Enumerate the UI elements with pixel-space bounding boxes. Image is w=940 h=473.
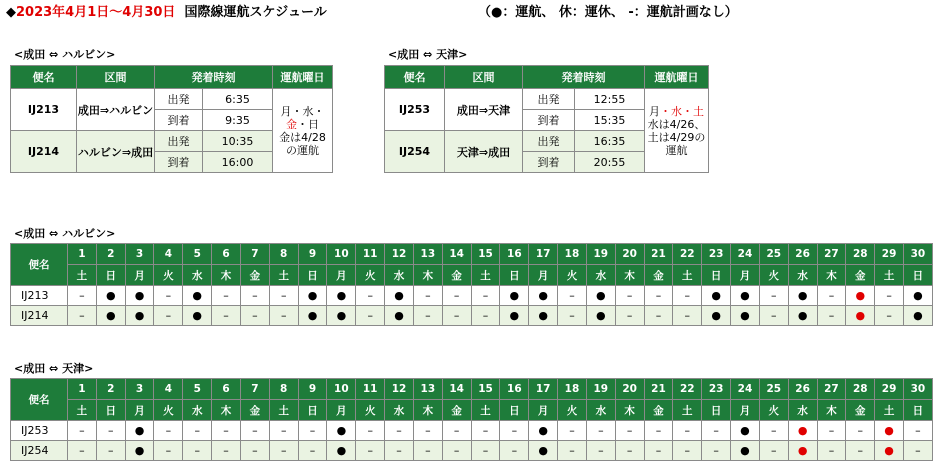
weekday: 木 [817, 265, 846, 286]
weekday: 火 [356, 400, 385, 421]
weekday: 金 [846, 265, 875, 286]
day-number: 1 [68, 244, 97, 265]
weekday: 金 [240, 400, 269, 421]
schedule-mark: ● [327, 421, 356, 441]
calendar-table-tianjin [10, 378, 933, 461]
weekday: 土 [269, 400, 298, 421]
schedule-mark: – [673, 286, 702, 306]
schedule-mark: – [298, 421, 327, 441]
weekday: 水 [586, 265, 615, 286]
day-number: 14 [442, 379, 471, 400]
day-number: 22 [673, 379, 702, 400]
day-number: 17 [529, 379, 558, 400]
day-number: 8 [269, 379, 298, 400]
schedule-mark: ● [846, 286, 875, 306]
day-number: 25 [759, 379, 788, 400]
schedule-mark: ● [183, 306, 212, 326]
schedule-mark: – [471, 306, 500, 326]
schedule-mark: – [356, 286, 385, 306]
schedule-mark: ● [731, 421, 760, 441]
weekday: 月 [529, 400, 558, 421]
col-flight: 便名 [385, 66, 445, 89]
schedule-mark: – [846, 441, 875, 461]
schedule-mark: – [240, 441, 269, 461]
day-number: 15 [471, 379, 500, 400]
weekday: 金 [644, 265, 673, 286]
weekday: 水 [385, 400, 414, 421]
day-number: 9 [298, 379, 327, 400]
weekday: 日 [500, 265, 529, 286]
day-number: 2 [96, 244, 125, 265]
schedule-mark: ● [327, 286, 356, 306]
day-number: 5 [183, 379, 212, 400]
weekday: 土 [471, 265, 500, 286]
weekday: 金 [442, 265, 471, 286]
col-days: 運航曜日 [273, 66, 333, 89]
day-number: 15 [471, 244, 500, 265]
schedule-mark: ● [125, 421, 154, 441]
schedule-mark: – [356, 441, 385, 461]
weekday: 土 [68, 265, 97, 286]
schedule-mark: ● [96, 306, 125, 326]
weekday: 金 [240, 265, 269, 286]
dep-label: 出発 [155, 89, 203, 110]
day-number: 12 [385, 379, 414, 400]
schedule-mark: – [240, 421, 269, 441]
schedule-mark: – [759, 421, 788, 441]
weekday: 日 [702, 400, 731, 421]
weekday: 木 [212, 265, 241, 286]
schedule-mark: – [558, 306, 587, 326]
schedule-mark: – [702, 421, 731, 441]
day-number: 26 [788, 379, 817, 400]
schedule-mark: – [471, 421, 500, 441]
day-number: 20 [615, 244, 644, 265]
schedule-mark: – [904, 441, 933, 461]
dep-time: 16:35 [575, 131, 645, 152]
schedule-mark: – [240, 306, 269, 326]
dep-time: 12:55 [575, 89, 645, 110]
schedule-mark: – [471, 286, 500, 306]
weekday: 火 [356, 265, 385, 286]
weekday: 日 [500, 400, 529, 421]
col-days: 運航曜日 [645, 66, 709, 89]
calendar-table-harbin [10, 243, 933, 326]
schedule-mark: ● [875, 441, 904, 461]
weekday: 日 [298, 400, 327, 421]
schedule-mark: – [500, 421, 529, 441]
arr-time: 20:55 [575, 152, 645, 173]
col-flight: 便名 [11, 244, 68, 286]
schedule-mark: ● [788, 441, 817, 461]
weekday: 日 [904, 265, 933, 286]
calendar-heading-harbin: <成田 ⇔ ハルビン> [14, 227, 116, 240]
schedule-mark: – [212, 306, 241, 326]
schedule-mark: ● [586, 286, 615, 306]
schedule-mark: – [817, 306, 846, 326]
dep-label: 出発 [155, 131, 203, 152]
day-number: 4 [154, 244, 183, 265]
schedule-mark: ● [500, 306, 529, 326]
schedule-mark: – [385, 441, 414, 461]
schedule-mark: ● [731, 286, 760, 306]
schedule-mark: – [269, 286, 298, 306]
operating-days: 月・水・金・日 金は4/28の運航 [273, 89, 333, 173]
day-number: 3 [125, 244, 154, 265]
schedule-mark: – [442, 441, 471, 461]
day-number: 29 [875, 379, 904, 400]
schedule-mark: – [413, 286, 442, 306]
day-number: 23 [702, 244, 731, 265]
weekday: 日 [96, 400, 125, 421]
day-number: 16 [500, 379, 529, 400]
schedule-mark: ● [731, 306, 760, 326]
schedule-mark: – [68, 286, 97, 306]
schedule-mark: – [615, 441, 644, 461]
flight-no: IJ214 [11, 306, 68, 326]
schedule-mark: – [154, 306, 183, 326]
schedule-mark: – [154, 441, 183, 461]
schedule-mark: – [154, 421, 183, 441]
schedule-mark: ● [327, 441, 356, 461]
day-number: 29 [875, 244, 904, 265]
route: 成田⇒ハルビン [77, 89, 155, 131]
schedule-mark: ● [327, 306, 356, 326]
schedule-mark: – [875, 286, 904, 306]
schedule-mark: – [558, 441, 587, 461]
flight-no: IJ213 [11, 89, 77, 131]
schedule-mark: – [644, 286, 673, 306]
flight-no: IJ254 [385, 131, 445, 173]
title-mark: ◆ [6, 5, 16, 20]
weekday: 土 [269, 265, 298, 286]
weekday: 木 [615, 400, 644, 421]
schedule-mark: – [586, 441, 615, 461]
schedule-mark: – [759, 286, 788, 306]
day-number: 30 [904, 379, 933, 400]
schedule-mark: – [615, 286, 644, 306]
day-number: 23 [702, 379, 731, 400]
schedule-mark: – [212, 441, 241, 461]
days-note: 水は4/26、土は4/29の運航 [647, 117, 706, 157]
schedule-mark: ● [529, 421, 558, 441]
schedule-mark: ● [298, 286, 327, 306]
weekday: 月 [731, 400, 760, 421]
schedule-mark: – [558, 286, 587, 306]
schedule-mark: – [212, 421, 241, 441]
schedule-mark: – [413, 306, 442, 326]
weekday: 火 [154, 265, 183, 286]
arr-label: 到着 [523, 152, 575, 173]
day-number: 24 [731, 379, 760, 400]
schedule-mark: – [96, 441, 125, 461]
weekday: 土 [68, 400, 97, 421]
day-number: 8 [269, 244, 298, 265]
schedule-mark: – [673, 306, 702, 326]
arr-label: 到着 [155, 152, 203, 173]
weekday: 水 [183, 400, 212, 421]
schedule-mark: ● [298, 306, 327, 326]
schedule-mark: ● [846, 306, 875, 326]
weekday: 土 [875, 400, 904, 421]
schedule-mark: ● [875, 421, 904, 441]
day-number: 30 [904, 244, 933, 265]
schedule-mark: – [904, 421, 933, 441]
flight-no: IJ213 [11, 286, 68, 306]
weekday: 水 [586, 400, 615, 421]
schedule-mark: – [702, 441, 731, 461]
flight-no: IJ254 [11, 441, 68, 461]
schedule-mark: – [644, 421, 673, 441]
schedule-mark: ● [788, 306, 817, 326]
day-number: 9 [298, 244, 327, 265]
day-number: 19 [586, 379, 615, 400]
day-number: 18 [558, 244, 587, 265]
dep-label: 出発 [523, 89, 575, 110]
day-number: 19 [586, 244, 615, 265]
schedule-mark: – [875, 306, 904, 326]
schedule-mark: ● [125, 286, 154, 306]
weekday: 月 [529, 265, 558, 286]
schedule-mark: ● [731, 441, 760, 461]
flight-no: IJ214 [11, 131, 77, 173]
day-number: 12 [385, 244, 414, 265]
day-number: 21 [644, 244, 673, 265]
weekday: 土 [673, 400, 702, 421]
dep-label: 出発 [523, 131, 575, 152]
schedule-mark: ● [125, 441, 154, 461]
day-number: 25 [759, 244, 788, 265]
col-times: 発着時刻 [523, 66, 645, 89]
schedule-mark: – [500, 441, 529, 461]
schedule-mark: ● [529, 286, 558, 306]
schedule-mark: – [644, 441, 673, 461]
day-number: 20 [615, 379, 644, 400]
col-route: 区間 [77, 66, 155, 89]
day-number: 3 [125, 379, 154, 400]
schedule-mark: – [269, 441, 298, 461]
day-number: 10 [327, 379, 356, 400]
day-number: 27 [817, 244, 846, 265]
arr-time: 15:35 [575, 110, 645, 131]
schedule-mark: ● [529, 441, 558, 461]
weekday: 日 [702, 265, 731, 286]
schedule-mark: – [442, 286, 471, 306]
weekday: 月 [327, 400, 356, 421]
schedule-mark: – [471, 441, 500, 461]
weekday: 金 [442, 400, 471, 421]
weekday: 土 [471, 400, 500, 421]
schedule-mark: – [442, 306, 471, 326]
weekday: 日 [96, 265, 125, 286]
weekday: 日 [298, 265, 327, 286]
schedule-mark: ● [96, 286, 125, 306]
schedule-mark: – [68, 441, 97, 461]
day-number: 11 [356, 379, 385, 400]
schedule-mark: – [356, 306, 385, 326]
day-number: 6 [212, 244, 241, 265]
day-number: 11 [356, 244, 385, 265]
weekday: 木 [413, 265, 442, 286]
schedule-mark: – [673, 441, 702, 461]
weekday: 日 [904, 400, 933, 421]
schedule-mark: ● [183, 286, 212, 306]
weekday: 火 [759, 265, 788, 286]
day-number: 18 [558, 379, 587, 400]
schedule-mark: ● [904, 306, 933, 326]
day-number: 28 [846, 379, 875, 400]
title-text: 国際線運航スケジュール [184, 5, 327, 20]
day-number: 17 [529, 244, 558, 265]
schedule-mark: – [817, 441, 846, 461]
schedule-mark: ● [788, 421, 817, 441]
dep-time: 10:35 [203, 131, 273, 152]
schedule-mark: – [846, 421, 875, 441]
col-route: 区間 [445, 66, 523, 89]
day-number: 4 [154, 379, 183, 400]
schedule-mark: – [183, 441, 212, 461]
schedule-mark: – [817, 421, 846, 441]
schedule-mark: – [413, 421, 442, 441]
day-number: 24 [731, 244, 760, 265]
day-number: 5 [183, 244, 212, 265]
schedule-mark: – [817, 286, 846, 306]
weekday: 水 [183, 265, 212, 286]
weekday: 水 [788, 265, 817, 286]
weekday: 土 [875, 265, 904, 286]
schedule-mark: – [586, 421, 615, 441]
weekday: 水 [385, 265, 414, 286]
route: 成田⇒天津 [445, 89, 523, 131]
schedule-mark: ● [702, 306, 731, 326]
weekday: 月 [327, 265, 356, 286]
schedule-mark: ● [702, 286, 731, 306]
weekday: 金 [644, 400, 673, 421]
schedule-mark: – [269, 306, 298, 326]
weekday: 火 [759, 400, 788, 421]
summary-table-tianjin [384, 65, 709, 173]
day-number: 14 [442, 244, 471, 265]
schedule-mark: – [269, 421, 298, 441]
legend: （●：運航、 休：運休、 -：運航計画なし） [478, 5, 738, 20]
schedule-mark: – [68, 306, 97, 326]
weekday: 木 [817, 400, 846, 421]
operating-days: 月・水・土 水は4/26、土は4/29の運航 [645, 89, 709, 173]
day-number: 28 [846, 244, 875, 265]
arr-label: 到着 [155, 110, 203, 131]
arr-time: 9:35 [203, 110, 273, 131]
weekday: 火 [558, 400, 587, 421]
schedule-mark: – [558, 421, 587, 441]
weekday: 月 [731, 265, 760, 286]
schedule-mark: – [154, 286, 183, 306]
page-title [6, 1, 327, 19]
schedule-mark: – [183, 421, 212, 441]
arr-label: 到着 [523, 110, 575, 131]
weekday: 火 [558, 265, 587, 286]
day-number: 26 [788, 244, 817, 265]
weekday: 木 [212, 400, 241, 421]
day-number: 2 [96, 379, 125, 400]
summary-heading-tianjin: <成田 ⇔ 天津> [388, 48, 468, 61]
schedule-mark: – [413, 441, 442, 461]
schedule-mark: – [442, 421, 471, 441]
flight-no: IJ253 [11, 421, 68, 441]
schedule-mark: ● [385, 286, 414, 306]
schedule-mark: – [68, 421, 97, 441]
schedule-mark: ● [529, 306, 558, 326]
summary-heading-harbin: <成田 ⇔ ハルビン> [14, 48, 116, 61]
schedule-mark: ● [125, 306, 154, 326]
schedule-mark: ● [788, 286, 817, 306]
weekday: 木 [615, 265, 644, 286]
schedule-mark: – [385, 421, 414, 441]
schedule-mark: – [644, 306, 673, 326]
arr-time: 16:00 [203, 152, 273, 173]
weekday: 木 [413, 400, 442, 421]
summary-table-harbin [10, 65, 333, 173]
col-flight: 便名 [11, 379, 68, 421]
schedule-mark: – [298, 441, 327, 461]
schedule-mark: ● [904, 286, 933, 306]
schedule-mark: – [240, 286, 269, 306]
day-number: 13 [413, 244, 442, 265]
schedule-mark: – [759, 306, 788, 326]
day-number: 6 [212, 379, 241, 400]
dep-time: 6:35 [203, 89, 273, 110]
calendar-heading-tianjin: <成田 ⇔ 天津> [14, 362, 94, 375]
day-number: 13 [413, 379, 442, 400]
day-number: 10 [327, 244, 356, 265]
col-times: 発着時刻 [155, 66, 273, 89]
weekday: 水 [788, 400, 817, 421]
title-period: 2023年4月1日～4月30日 [16, 5, 176, 20]
schedule-mark: ● [500, 286, 529, 306]
route: 天津⇒成田 [445, 131, 523, 173]
schedule-mark: – [615, 421, 644, 441]
weekday: 土 [673, 265, 702, 286]
schedule-mark: – [356, 421, 385, 441]
weekday: 金 [846, 400, 875, 421]
route: ハルビン⇒成田 [77, 131, 155, 173]
weekday: 月 [125, 400, 154, 421]
day-number: 22 [673, 244, 702, 265]
weekday: 月 [125, 265, 154, 286]
schedule-mark: ● [385, 306, 414, 326]
day-number: 27 [817, 379, 846, 400]
schedule-mark: – [615, 306, 644, 326]
days-note: 金は4/28の運航 [279, 130, 326, 157]
schedule-mark: ● [586, 306, 615, 326]
flight-no: IJ253 [385, 89, 445, 131]
schedule-mark: – [96, 421, 125, 441]
schedule-mark: – [212, 286, 241, 306]
day-number: 7 [240, 379, 269, 400]
day-number: 21 [644, 379, 673, 400]
weekday: 火 [154, 400, 183, 421]
col-flight: 便名 [11, 66, 77, 89]
day-number: 1 [68, 379, 97, 400]
day-number: 7 [240, 244, 269, 265]
day-number: 16 [500, 244, 529, 265]
schedule-mark: – [759, 441, 788, 461]
schedule-mark: – [673, 421, 702, 441]
